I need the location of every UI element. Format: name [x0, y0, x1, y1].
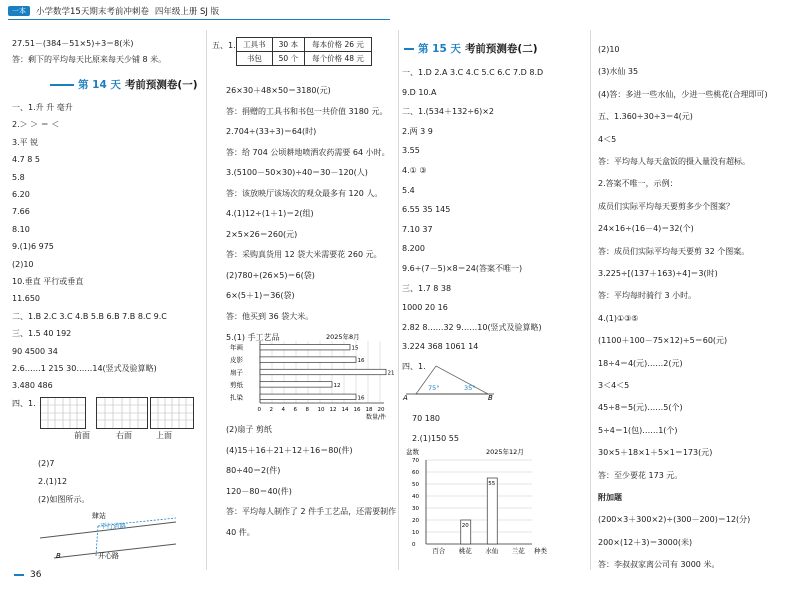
answer-line: 2.(1)12: [38, 477, 68, 486]
table-cell: 每本价格 26 元: [305, 38, 372, 52]
table-cell: 每个价格 48 元: [305, 52, 372, 66]
bar: [260, 394, 356, 399]
view-label: 上面: [156, 431, 172, 440]
answer-line: 10.垂直 平行或垂直: [12, 277, 84, 286]
category-label: 年画: [230, 343, 243, 352]
tick-label: 0: [412, 542, 416, 548]
tick-label: 12: [329, 407, 337, 413]
view-label: 前面: [74, 431, 90, 440]
answer-line: 答：李叔叔家离公司有 3000 米。: [598, 560, 720, 570]
chart-date: 2025年8月: [326, 333, 360, 341]
tick-label: 16: [353, 407, 361, 413]
tick-label: 20: [412, 518, 419, 524]
table-cell: 书包: [237, 52, 273, 66]
answer-line: 4.① ③: [402, 166, 427, 175]
day-title: [50, 77, 198, 92]
answer-line: 一、1.升 升 毫升: [12, 103, 73, 112]
answer-line: 4.7 8 5: [12, 155, 40, 165]
answer-line: 18÷4＝4(元)……2(元): [598, 358, 683, 368]
tick-label: 6: [293, 407, 297, 413]
page-header: [8, 4, 219, 18]
answer-line: (4)答：多进一些水仙，少进一些桃花(合理即可): [598, 89, 768, 99]
answer-line: 2.＞ ＞ ＝ ＜: [12, 120, 60, 130]
angle-diagram: [402, 362, 502, 408]
axis-label: 数量/件: [366, 414, 387, 421]
front-view-grid: [40, 397, 86, 429]
answer-line: 成员们实际平均每天要剪多少个图案？: [598, 201, 734, 211]
tick-label: 40: [412, 494, 419, 500]
answer-line: 三、1.5 40 192: [12, 329, 72, 339]
category-label: 扎染: [230, 393, 243, 402]
answer-line: 3.225÷[(137＋163)÷4]＝3(时): [598, 269, 718, 278]
section-label: 五、1.: [212, 41, 236, 50]
road-label: 肆站: [92, 512, 106, 520]
data-label: 16: [357, 395, 365, 402]
answer-line: 一、1.D 2.A 3.C 4.C 5.C 6.C 7.D 8.D: [402, 68, 544, 77]
answer-line: (2)10: [598, 45, 620, 54]
chart-title: 5.(1) 手工艺品: [226, 333, 280, 342]
answer-line: 8.10: [12, 224, 30, 234]
answer-line: 3.55: [402, 146, 420, 156]
angle-label: 35°: [464, 384, 476, 392]
answer-line: 2.两 3 9: [402, 126, 433, 136]
answer-line: 6.55 35 145: [402, 205, 451, 215]
column-divider: [206, 30, 207, 570]
answer-line: 11.650: [12, 294, 40, 304]
tick-label: 50: [412, 482, 419, 488]
answer-line: 3.224 368 1061 14: [402, 342, 479, 352]
point-label: A: [403, 394, 408, 402]
book-title: 小学数学15天期末考前冲刺卷: [36, 7, 149, 17]
column-divider: [398, 30, 399, 570]
point-label: B: [56, 552, 61, 560]
day-number: 第 14 天: [78, 79, 121, 91]
answer-line: 120－80＝40(件): [226, 486, 292, 496]
answer-line: 24×16÷(16－4)＝32(个): [598, 224, 694, 234]
axis-label: 盆数: [406, 448, 419, 456]
header-rule: [8, 19, 390, 20]
tick-label: 18: [365, 407, 373, 413]
supplies-table: [236, 37, 372, 66]
data-label: 21: [387, 370, 395, 377]
answer-line: 2.答案不唯一，示例：: [598, 179, 678, 189]
answer-line: 5÷4＝1(包)……1(个): [598, 425, 678, 435]
answer-line: (2)扇子 剪纸: [226, 425, 272, 434]
answer-line: 答：成员们实际平均每天要剪 32 个图案。: [598, 246, 750, 256]
answer-line: 2×5×26＝260(元): [226, 229, 298, 239]
craft-bar-chart: [226, 333, 396, 421]
view-label: 右面: [116, 431, 132, 440]
answer-line: 4＜5: [598, 134, 617, 144]
answer-line: (2)780÷(26×5)＝6(袋): [226, 270, 315, 280]
answer-line: 答：平均每人制作了 2 件手工艺品，还需要制作: [226, 507, 397, 516]
answer-line: (1100＋100－75×12)÷5＝60(元): [598, 336, 728, 346]
column-divider: [590, 30, 591, 570]
answer-line: 3.480 486: [12, 381, 53, 391]
table-row: [237, 52, 372, 66]
answer-line: 答：捐赠的工具书和书包一共价值 3180 元。: [226, 106, 388, 116]
answer-line: 2.82 8……32 9……10(竖式及验算略): [402, 322, 542, 332]
road-label: 开心路: [98, 552, 119, 560]
day-number: 第 15 天: [418, 43, 461, 55]
answer-line: 附加题: [598, 493, 622, 502]
answer-line: 200×(12＋3)＝3000(米): [598, 537, 693, 547]
answer-line: 三、1.7 8 38: [402, 283, 452, 293]
day-name: 考前预测卷(一): [124, 79, 198, 91]
answer-line: 7.66: [12, 207, 30, 217]
answer-line: 70 180: [412, 414, 440, 423]
answer-line: 8.200: [402, 244, 425, 254]
answer-line: (3)水仙 35: [598, 67, 639, 77]
bar: [260, 369, 386, 374]
tick-label: 8: [305, 407, 309, 413]
category-label: 皮影: [230, 356, 243, 365]
data-label: 12: [333, 382, 341, 389]
answer-line: 1000 20 16: [402, 303, 448, 313]
category-label: 兰花: [511, 547, 525, 555]
answer-line: 4.(1)12÷(1＋1)＝2(组): [226, 209, 314, 218]
bar: [260, 357, 356, 362]
answer-line: 答：平均每时骑行 3 小时。: [598, 291, 697, 301]
answer-line: 9.D 10.A: [402, 87, 437, 97]
answer-line: 45÷8＝5(元)……5(个): [598, 403, 683, 413]
answer-line: 90 4500 34: [12, 346, 58, 356]
tick-label: 4: [281, 407, 285, 413]
flower-bar-chart: [404, 446, 554, 564]
title-decoration: [404, 48, 414, 50]
chart-date: 2025年12月: [486, 448, 524, 456]
answer-line: 四、1.: [12, 398, 36, 408]
answer-line: 26×30＋48×50＝3180(元): [226, 86, 331, 95]
top-view-grid: [150, 397, 194, 429]
answer-line: 答：他买到 36 袋大米。: [226, 311, 314, 321]
answer-line: 五、1.360÷30÷3＝4(元): [598, 112, 693, 122]
category-label: 桃花: [458, 547, 472, 555]
answer-line: (2)7: [38, 459, 55, 468]
axis-label: 种类: [534, 547, 547, 555]
brand-logo: 一本: [8, 6, 30, 16]
answer-line: 7.10 37: [402, 224, 433, 234]
data-label: 55: [488, 481, 496, 487]
answer-line: 9.6÷(7－5)×8＝24(答案不唯一): [402, 264, 523, 273]
tick-label: 10: [317, 407, 325, 413]
road-note: 平行道路: [100, 522, 126, 530]
page-marker: [14, 574, 24, 576]
table-cell: 50 个: [272, 52, 304, 66]
answer-line: 3＜4＜5: [598, 381, 630, 390]
answer-line: 4.(1)①③⑤: [598, 313, 639, 323]
answer-line: 2.6……1 215 30……14(竖式及验算略): [12, 364, 157, 373]
day-name: 考前预测卷(二): [464, 43, 538, 55]
category-label: 百合: [432, 547, 446, 555]
table-row: [237, 38, 372, 52]
table-cell: 工具书: [237, 38, 273, 52]
category-label: 水仙: [485, 547, 499, 555]
tick-label: 70: [412, 458, 419, 464]
answer-line: 40 件。: [226, 527, 255, 537]
data-label: 16: [357, 358, 365, 365]
tick-label: 2: [269, 407, 273, 413]
answer-line: 答：采购真货用 12 袋大米需要花 260 元。: [226, 250, 382, 259]
answer-line: 答：至少要花 173 元。: [598, 470, 683, 480]
answer-line: 27.51－(384－51×5)÷3＝8(米): [12, 39, 134, 48]
answer-line: 80÷40＝2(件): [226, 466, 281, 475]
category-label: 扇子: [230, 368, 243, 377]
tick-label: 0: [257, 407, 261, 413]
answer-line: 9.(1)6 975: [12, 242, 54, 252]
answer-line: 答：该放映厅该场次的观众最多有 120 人。: [226, 188, 383, 198]
tick-label: 60: [412, 470, 419, 476]
data-label: 15: [351, 345, 359, 352]
tick-label: 20: [377, 407, 385, 413]
bar: [487, 478, 497, 544]
day-title: [404, 41, 538, 56]
page-number: 36: [30, 570, 42, 580]
answer-line: (2)10: [12, 259, 34, 269]
title-decoration: [50, 84, 74, 86]
category-label: 剪纸: [230, 380, 243, 389]
road-diagram: [36, 508, 186, 564]
answer-line: 二、1.B 2.C 3.C 4.B 5.B 6.B 7.B 8.C 9.C: [12, 311, 167, 321]
answer-line: 3.平 锐: [12, 137, 39, 147]
answer-line: 6.20: [12, 190, 30, 199]
tick-label: 10: [412, 530, 419, 536]
table-cell: 30 本: [272, 38, 304, 52]
answer-line: (2)如图所示。: [38, 495, 90, 504]
tick-label: 30: [412, 506, 419, 512]
answer-line: 四、1.: [402, 362, 426, 371]
answer-line: 2.704÷(33÷3)＝64(时): [226, 127, 317, 136]
grade-label: 四年级上册 SJ 版: [154, 7, 220, 17]
answer-line: (4)15＋16＋21＋12＋16＝80(件): [226, 445, 353, 455]
bar: [260, 382, 332, 387]
tick-label: 14: [341, 407, 349, 413]
answer-line: 30×5＋18×1＋5×1＝173(元): [598, 448, 713, 458]
answer-line: 3.(5100－50×30)÷40＝30－120(人): [226, 168, 368, 177]
answer-line: 答：给 704 公顷耕地喷洒农药需要 64 小时。: [226, 147, 390, 157]
answer-line: (200×3＋300×2)÷(300－200)＝12(分): [598, 515, 751, 525]
answer-line: 5.8: [12, 172, 25, 182]
answer-line: 6×(5＋1)＝36(袋): [226, 291, 295, 300]
right-view-grid: [96, 397, 148, 429]
point-label: B: [488, 394, 493, 402]
answer-line: 答：剩下的平均每天比原来每天少铺 8 米。: [12, 55, 167, 64]
answer-line: 二、1.(534＋132÷6)×2: [402, 107, 494, 117]
answer-line: 答：平均每人每天盒饭的摄入量没有超标。: [598, 157, 750, 166]
angle-label: 75°: [428, 384, 440, 392]
bar: [260, 344, 350, 349]
answer-line: 5.4: [402, 185, 415, 195]
data-label: 20: [461, 523, 469, 529]
answer-line: 2.(1)150 55: [412, 434, 459, 443]
